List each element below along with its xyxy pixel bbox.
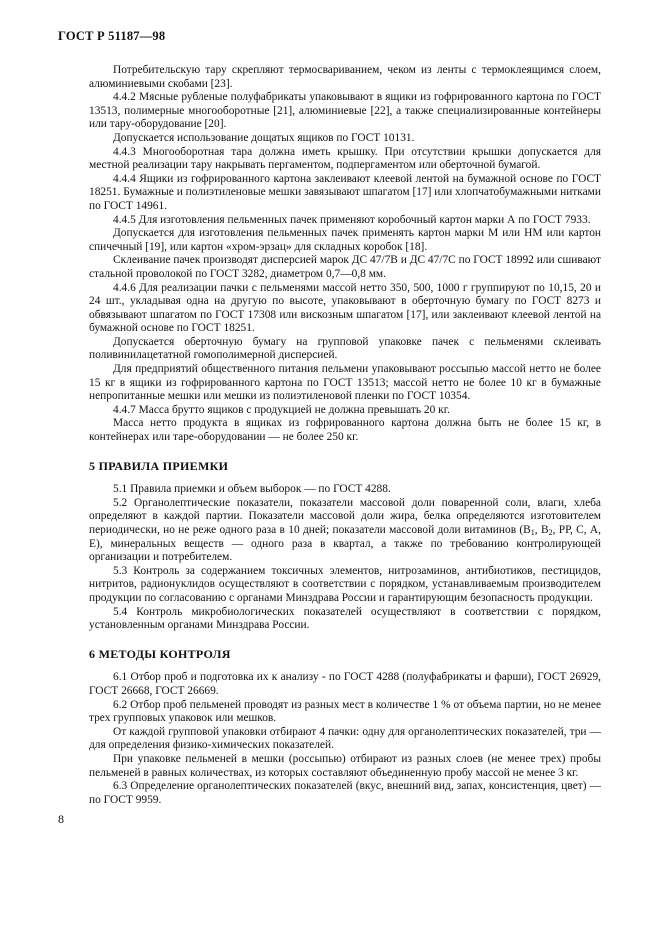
section-heading-acceptance: 5 ПРАВИЛА ПРИЕМКИ xyxy=(89,458,229,473)
paragraph: 6.3 Определение органолептических показателей (вкус, внешний вид, запах, консистенция, цвет) — по ГОСТ 9959. xyxy=(89,780,601,806)
paragraph: 4.4.7 Масса брутто ящиков с продукцией не должна превышать 20 кг. xyxy=(113,403,450,416)
paragraph: 4.4.5 Для изготовления пельменных пачек применяют коробочный картон марки А по ГОСТ 7933. xyxy=(113,213,591,226)
paragraph: Допускается оберточную бумагу на групповой упаковке пачек с пельменями склеивать поливинилацетатной гомополимерной дисперсией. xyxy=(89,335,601,362)
paragraph-with-subscripts xyxy=(89,497,601,565)
paragraph: Для предприятий общественного питания пельмени упаковывают россыпью массой нетто не более 15 кг в ящики из гофрированного картона по ГОСТ 13513; массой нетто не более 10 кг в бумажные непропитанные мешки или мешки из полиэтиленовой пленки по ГОСТ 10354. xyxy=(89,363,601,403)
paragraph: 4.4.4 Ящики из гофрированного картона заклеивают клеевой лентой на бумажной основе по ГОСТ 18251. Бумажные и полиэтиленовые мешки завязывают шпагатом [17] или хлопчатобумажными нитками по ГОСТ 14961. xyxy=(89,172,601,212)
subscript: 1 xyxy=(530,528,535,537)
paragraph: 4.4.3 Многооборотная тара должна иметь крышку. При отсутствии крышки допускается для местной реализации тару накрывать пергаментом, подпергаментом или оберточной бумагой. xyxy=(89,145,601,172)
page-number: 8 xyxy=(58,812,64,826)
text-run: , В xyxy=(534,524,549,536)
paragraph: 5.3 Контроль за содержанием токсичных элементов, нитрозаминов, антибиотиков, пестицидов, нитритов, радионуклидов осуществляют в соответствии с порядком, устанавливаемым производителем продукции по согласованию с органами Минздрава России и гарантирующим безопасность продукции. xyxy=(89,564,601,604)
paragraph: Потребительскую тару скрепляют термосвариванием, чеком из ленты с термоклеящимся слоем, алюминиевыми скобами [23]. xyxy=(89,64,601,90)
text-run: , РР, С, А, Е), минеральных веществ — одного раза в квартал, а также по требованию контролирующей организации и потребителем. xyxy=(89,524,602,564)
paragraph: 4.4.6 Для реализации пачки с пельменями массой нетто 350, 500, 1000 г группируют по 10,15, 20 и 24 шт., укладывая одна на другую по высоте, упаковывают в оберточную бумагу по ГОСТ 8273 и обвязывают шпагатом по ГОСТ 17308 или вискозным шпагатом [17], или заклеивают клеевой лентой на бумажной основе по ГОСТ 18251. xyxy=(89,281,601,335)
document-body xyxy=(89,64,601,807)
paragraph: Склеивание пачек производят дисперсией марок ДС 47/7В и ДС 47/7С по ГОСТ 18992 или сшивают стальной проволокой по ГОСТ 3282, диаметром 0,7—0,8 мм. xyxy=(89,254,601,280)
paragraph: 5.1 Правила приемки и объем выборок — по ГОСТ 4288. xyxy=(113,483,391,496)
subscript: 2 xyxy=(548,528,553,537)
paragraph: При упаковке пельменей в мешки (россыпью) отбирают из разных слоев (не менее трех) пробы пельменей в равных количествах, из которых составляют объединенную пробу массой не менее 3 кг. xyxy=(89,752,601,779)
paragraph: Допускается использование дощатых ящиков по ГОСТ 10131. xyxy=(113,131,415,144)
paragraph: Допускается для изготовления пельменных пачек применять картон марки М или НМ или картон спичечный [19], или картон «хром-эрзац» для складных коробок [18]. xyxy=(89,227,601,253)
paragraph: 6.1 Отбор проб и подготовка их к анализу - по ГОСТ 4288 (полуфабрикаты и фарши), ГОСТ 26929, ГОСТ 26668, ГОСТ 26669. xyxy=(89,671,601,697)
document-header: ГОСТ Р 51187—98 xyxy=(58,29,166,43)
text-run: 5.2 Органолептические показатели, показатели массовой доли поваренной соли, влаги, хлеба определяют в каждой партии. Показатели массовой доли жира, белка определяются изготовителем периодически, но не реже одного раза в 10 дней; показатели массовой доли витаминов (В xyxy=(89,496,601,536)
paragraph: Масса нетто продукта в ящиках из гофрированного картона должна быть не более 15 кг, в контейнерах или таре-оборудовании — не более 250 кг. xyxy=(89,417,601,444)
paragraph: 5.4 Контроль микробиологических показателей осуществляют в соответствии с порядком, установленным органами Минздрава России. xyxy=(89,605,601,632)
paragraph: 6.2 Отбор проб пельменей проводят из разных мест в количестве 1 % от объема партии, но не менее трех групповых упаковок или мешков. xyxy=(89,698,601,725)
paragraph: 4.4.2 Мясные рубленые полуфабрикаты упаковывают в ящики из гофрированного картона по ГОСТ 13513, полимерные многооборотные [21], алюминиевые [22], а также специализированные контейнеры или тару-оборудование [20]. xyxy=(89,91,601,131)
section-heading-control-methods: 6 МЕТОДЫ КОНТРОЛЯ xyxy=(89,646,231,661)
paragraph: От каждой групповой упаковки отбирают 4 пачки: одну для органолептических показателей, три — для определения физико-химических показателей. xyxy=(89,725,601,752)
